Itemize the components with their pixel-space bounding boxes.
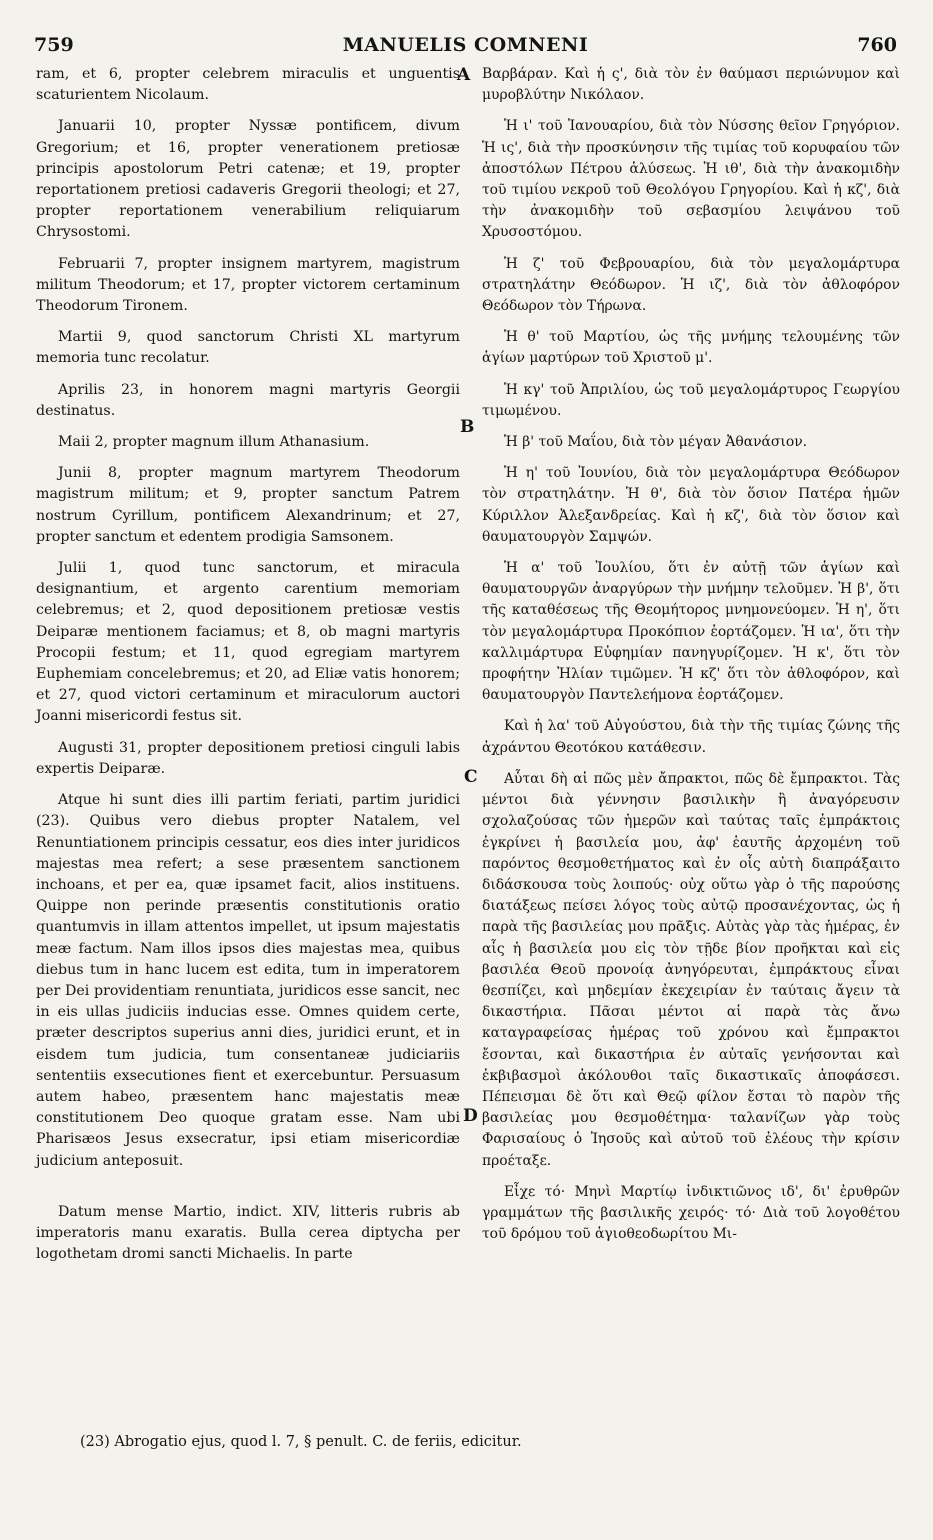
latin-paragraph: Februarii 7, propter insignem martyrem, magistrum militum Theodorum; et 17, propter victorem certaminum Theodorum Tironem. (36, 255, 460, 315)
margin-marker-b: B (460, 417, 475, 437)
latin-column (36, 64, 460, 1275)
greek-paragraph: Καὶ ἡ λα' τοῦ Αὐγούστου, διὰ τὴν τῆς τιμίας ζώνης τῆς ἀχράντου Θεοτόκου κατάθεσιν. (482, 718, 900, 756)
latin-paragraph: Aprilis 23, in honorem magni martyris Georgii destinatus. (36, 381, 460, 419)
greek-paragraph: Εἶχε τό· Μηνὶ Μαρτίῳ ἰνδικτιῶνος ιδ', δι' ἐρυθρῶν γραμμάτων τῆς βασιλικῆς χειρός· τό· Διὰ τοῦ λογοθέτου τοῦ δρόμου τοῦ ἁγιοθεοδωρίτου Μι- (482, 1183, 900, 1243)
page-number-left: 759 (34, 34, 74, 56)
footnote: (23) Abrogatio ejus, quod l. 7, § penult. C. de feriis, edicitur. (80, 1434, 522, 1450)
latin-paragraph: Martii 9, quod sanctorum Christi XL martyrum memoria tunc recolatur. (36, 329, 460, 367)
latin-paragraph: Julii 1, quod tunc sanctorum, et miracula designantium, et argento carentium memoriam celebremus; et 2, quod depositionem pretiosæ vestis Deiparæ mentionem faciamus; et 8, ob magni martyris Procopii festum; et 11, quod egregiam martyrem Euphemiam concelebremus; et 20, ad Eliæ vatis honorem; et 27, quod victori certaminum et miraculorum auctori Joanni misericordi festus sit. (36, 560, 460, 725)
page-header (34, 34, 897, 60)
greek-paragraph: Βαρβάραν. Καὶ ἡ ς', διὰ τὸν ἐν θαύμασι περιώνυμον καὶ μυροβλύτην Νικόλαον. (482, 66, 900, 104)
latin-paragraph: ram, et 6, propter celebrem miraculis et unguentis scaturientem Nicolaum. (36, 66, 460, 104)
latin-paragraph: Junii 8, propter magnum martyrem Theodorum magistrum militum; et 9, propter sanctum Patrem nostrum Cyrillum, pontificem Alexandrinum; et 27, propter sanctum et edentem prodigia Samsonem. (36, 465, 460, 545)
running-title: MANUELIS COMNENI (342, 34, 589, 56)
margin-marker-c: C (464, 767, 478, 787)
latin-paragraph: Atque hi sunt dies illi partim feriati, partim juridici (23). Quibus vero diebus propter Natalem, vel Renuntiationem principis cessatur, eos dies inter juridicos majestas mea refert; a sese præsentem sanctionem inchoans, et per ea, quæ ipsamet facit, alios instituens. Quippe non perinde præsentis constitutionis oratio quantumvis in illam attentos impellet, ut ipsum majestatis meæ factum. Nam illos ipsos dies majestas mea, quibus diebus tum in hanc lucem est edita, tum in imperatorem per Dei providentiam renuntiata, juridicos esse sancit, nec in eis ullas judiciis inducias esse. Omnes quidem certe, præter descriptos superius anni dies, juridici erunt, et in eisdem tum judicia, tum consentaneæ judiciariis sententiis exsecutiones fient et exercebuntur. Persuasum autem habeo, præsentem hanc majestatis meæ constitutionem Deo quoque gratam esse. Nam ubi Pharisæos Jesus exsecratur, ipsi etiam misericordiæ judicium anteposuit. (36, 792, 460, 1169)
greek-paragraph: Ἡ ι' τοῦ Ἰανουαρίου, διὰ τὸν Νύσσης θεῖον Γρηγόριον. Ἡ ις', διὰ τὴν προσκύνησιν τῆς τιμίας τοῦ κορυφαίου τῶν ἀποστόλων Πέτρου ἁλύσεως. Ἡ ιθ', διὰ τὴν ἀνακομιδὴν τοῦ τιμίου νεκροῦ τοῦ Θεολόγου Γρηγορίου. Καὶ ἡ κζ', διὰ τὴν ἀνακομιδὴν τοῦ σεβασμίου λειψάνου τοῦ Χρυσοστόμου. (482, 118, 900, 241)
latin-paragraph: Datum mense Martio, indict. XIV, litteris rubris ab imperatoris manu exaratis. Bulla cerea diptycha per logothetam dromi sancti Michaelis. In parte (36, 1203, 460, 1263)
latin-paragraph: Augusti 31, propter depositionem pretiosi cinguli labis expertis Deiparæ. (36, 739, 460, 777)
latin-paragraph: Maii 2, propter magnum illum Athanasium. (58, 434, 370, 451)
margin-marker-a: A (457, 65, 471, 85)
margin-marker-d: D (463, 1106, 478, 1126)
greek-paragraph: Αὗται δὴ αἱ πῶς μὲν ἄπρακτοι, πῶς δὲ ἔμπρακτοι. Τὰς μέντοι διὰ γέννησιν βασιλικὴν ἢ ἀναγόρευσιν σχολαζούσας τῶν ἡμερῶν καὶ ταύτας ταῖς ἐμπράκτοις ἐγκρίνει ἡ βασιλεία μου, ἀφ' ἑαυτῆς ἀρχομένη τοῦ παρόντος θεσμοθετήματος καὶ ἐν οἷς αὐτὴ διαπράξαιτο διδάσκουσα τοὺς λοιπούς· οὐχ οὕτω γὰρ ὁ τῆς παρούσης διατάξεως πείσει λόγος τοὺς αὐτῷ προσανέχοντας, ὡς ἡ παρὰ τῆς βασιλείας μου πρᾶξις. Αὐτὰς γὰρ τὰς ἡμέρας, ἐν αἷς ἡ βασιλεία μου εἰς τὸν τῇδε βίον προῆκται καὶ εἰς βασιλέα Θεοῦ προνοίᾳ ἀνηγόρευται, ἐμπράκτους εἶναι θεσπίζει, καὶ μηδεμίαν ἐκεχειρίαν ἐν ταύταις ἄγειν τὰ δικαστήρια. Πᾶσαι μέντοι αἱ παρὰ τὰς ἄνω καταγραφείσας ἡμέρας τοῦ χρόνου καὶ ἔμπρακτοι ἔσονται, καὶ δικαστήρια ἐν αὐταῖς γενήσονται καὶ ἐκβιβασμοὶ ἀκόλουθοι ταῖς δικαστικαῖς ἀποφάσεσι. Πέπεισμαι δὲ ὅτι καὶ Θεῷ φίλον ἔσται τὸ παρὸν τῆς βασιλείας μου θεσμοθέτημα· ταλανίζων γὰρ τοὺς Φαρισαίους ὁ Ἰησοῦς καὶ αὐτοῦ τοῦ ἐλέους τὴν κρίσιν προέταξε. (482, 770, 900, 1169)
greek-column (482, 64, 900, 1255)
greek-paragraph: Ἡ α' τοῦ Ἰουλίου, ὅτι ἐν αὐτῇ τῶν ἁγίων καὶ θαυματουργῶν ἀναργύρων τὴν μνήμην τελοῦμεν. Ἡ β', ὅτι τῆς καταθέσεως τῆς Θεομήτορος μνημονεύομεν. Ἡ η', ὅτι τὸν μεγαλομάρτυρα Προκόπιον ἑορτάζομεν. Ἡ ια', ὅτι τὴν καλλιμάρτυρα Εὐφημίαν πανηγυρίζομεν. Ἡ κ', ὅτι τὸν προφήτην Ἠλίαν τιμῶμεν. Ἡ κζ' ὅτι τὸν ἀθλοφόρον, καὶ θαυματουργὸν Παντελεήμονα ἑορτάζομεν. (482, 560, 900, 704)
greek-paragraph: Ἡ β' τοῦ Μαΐου, διὰ τὸν μέγαν Ἀθανάσιον. (504, 434, 808, 451)
page-number-right: 760 (857, 34, 897, 56)
greek-paragraph: Ἡ η' τοῦ Ἰουνίου, διὰ τὸν μεγαλομάρτυρα Θεόδωρον τὸν στρατηλάτην. Ἡ θ', διὰ τὸν ὅσιον Πατέρα ἡμῶν Κύριλλον Ἀλεξανδρείας. Καὶ ἡ κζ', διὰ τὸν ὅσιον καὶ θαυματουργὸν Σαμψών. (482, 465, 900, 545)
greek-paragraph: Ἡ κγ' τοῦ Ἀπριλίου, ὡς τοῦ μεγαλομάρτυρος Γεωργίου τιμωμένου. (482, 381, 900, 419)
greek-paragraph: Ἡ ζ' τοῦ Φεβρουαρίου, διὰ τὸν μεγαλομάρτυρα στρατηλάτην Θεόδωρον. Ἡ ιζ', διὰ τὸν ἀθλοφόρον Θεόδωρον τὸν Τήρωνα. (482, 255, 900, 315)
greek-paragraph: Ἡ θ' τοῦ Μαρτίου, ὡς τῆς μνήμης τελουμένης τῶν ἁγίων μαρτύρων τοῦ Χριστοῦ μ'. (482, 329, 900, 367)
latin-paragraph: Januarii 10, propter Nyssæ pontificem, divum Gregorium; et 16, propter venerationem pretiosæ principis apostolorum Petri catenæ; et 19, propter reportationem pretiosi cadaveris Gregorii theologi; et 27, propter reportationem venerabilium reliquiarum Chrysostomi. (36, 118, 460, 241)
